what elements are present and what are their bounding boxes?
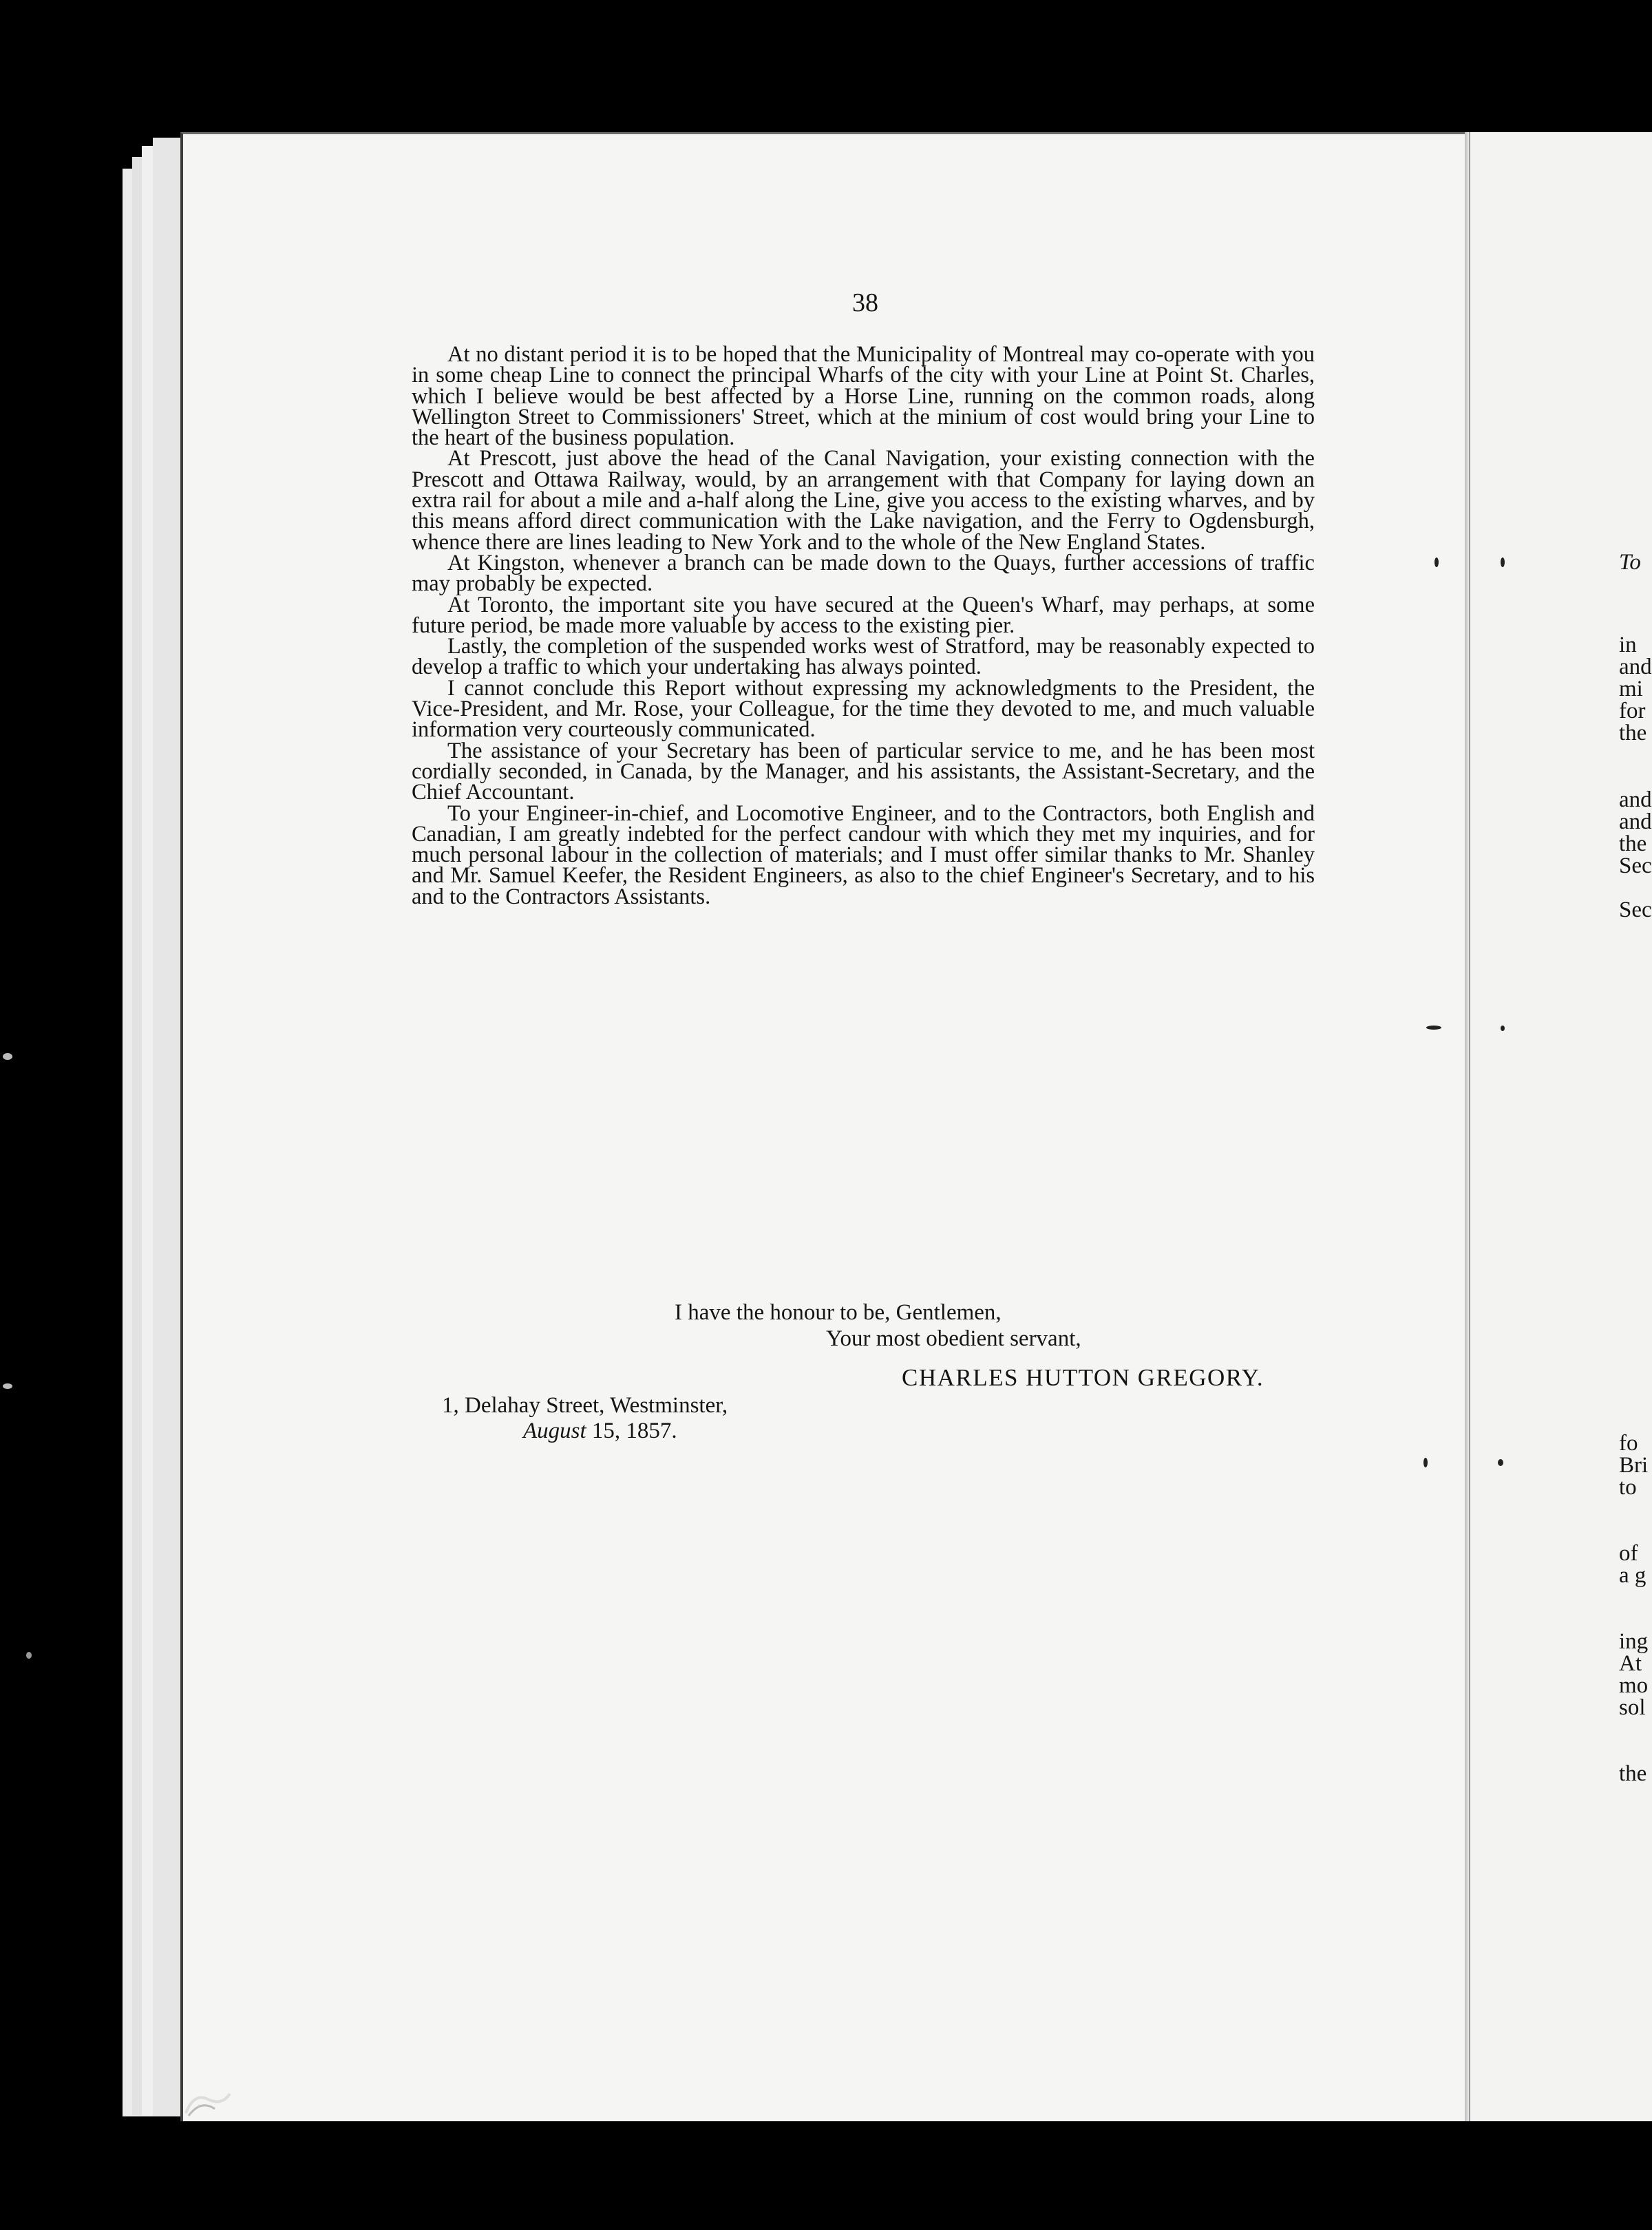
right-page: [1469, 132, 1652, 2121]
signature: CHARLES HUTTON GREGORY.: [902, 1364, 1264, 1391]
paragraph: The assistance of your Secretary has been of particular service to me, and he has been most cordially seconded, in Canada, by the Manager, and his assistants, the Assistant-Secretary, and the Chief Accountant.: [412, 738, 1315, 805]
date-month: August: [523, 1419, 586, 1443]
right-page-fragment: to: [1619, 1475, 1637, 1500]
right-page-fragment: fo: [1619, 1431, 1638, 1456]
right-page-fragment: Sec: [1619, 898, 1652, 922]
page-number: 38: [852, 288, 878, 317]
right-page-fragment: in: [1619, 633, 1637, 657]
scan-mark: [1426, 1026, 1441, 1030]
scan-mark: [1434, 558, 1439, 567]
report-body: [412, 344, 1315, 907]
scan-mark: [1501, 558, 1505, 567]
right-page-fragment: Sec: [1619, 853, 1652, 878]
right-page-fragment: At: [1619, 1651, 1642, 1676]
paragraph: At Kingston, whenever a branch can be made down to the Quays, further accessions of traffic may probably be expected.: [412, 550, 1315, 597]
obedient-line: Your most obedient servant,: [826, 1326, 1081, 1351]
right-page-fragment: Bri: [1619, 1453, 1649, 1478]
paragraph: I cannot conclude this Report without expressing my acknowledgments to the President, the Vice-President, and Mr. Rose, your Colleague, for the time they devoted to me, and much valuable information very courteously communicated.: [412, 675, 1315, 743]
closing-line: I have the honour to be, Gentlemen,: [675, 1300, 1002, 1325]
right-page-fragment: mi: [1619, 677, 1643, 701]
paragraph: At no distant period it is to be hoped that the Municipality of Montreal may co-operate with you in some cheap Line to connect the principal Wharfs of the city with your Line at Point St. Charles, which I believe would be best affected by a Horse Line, running on the common roads, along Wellington Street to Commissioners' Street, which at the minium of cost would bring your Line to the heart of the business population.: [412, 342, 1315, 451]
right-page-fragment: of: [1619, 1541, 1638, 1566]
scan-mark: [3, 1383, 12, 1389]
right-page-fragment: the: [1619, 831, 1647, 856]
right-page-fragment: a g: [1619, 1563, 1646, 1588]
address-line: 1, Delahay Street, Westminster,: [442, 1393, 728, 1418]
right-page-fragment: sol: [1619, 1695, 1646, 1720]
scan-mark: [1498, 1459, 1503, 1466]
right-page-fragment: To: [1619, 550, 1641, 575]
date-rest: 15, 1857.: [591, 1419, 677, 1443]
paragraph: Lastly, the completion of the suspended works west of Stratford, may be reasonably expected to develop a traffic to which your undertaking has always pointed.: [412, 634, 1315, 680]
right-page-fragment: the: [1619, 1761, 1647, 1786]
scan-mark: [1423, 1458, 1428, 1467]
date-line: [523, 1419, 677, 1443]
paper-clip-icon: [180, 2085, 235, 2120]
paragraph: To your Engineer-in-chief, and Locomotive Engineer, and to the Contractors, both English and Canadian, I am greatly indebted for the perfect candour with which they met my inquiries, and for much personal labour in the collection of materials; and I must offer similar thanks to Mr. Shanley and Mr. Samuel Keefer, the Resident Engineers, as also to the chief Engineer's Secretary, and to his and to the Contractors Assistants.: [412, 800, 1315, 909]
right-page-fragment: the: [1619, 721, 1647, 745]
right-page-fragment: and: [1619, 809, 1652, 834]
right-page-fragment: mo: [1619, 1673, 1649, 1698]
right-page-fragment: for: [1619, 699, 1646, 723]
right-page-fragment: and: [1619, 655, 1652, 679]
right-page-fragment: ing: [1619, 1629, 1649, 1654]
paragraph: At Toronto, the important site you have secured at the Queen's Wharf, may perhaps, at some future period, be made more valuable by access to the existing pier.: [412, 592, 1315, 638]
scan-mark: [3, 1053, 12, 1060]
right-page-fragment: and: [1619, 787, 1652, 812]
scan-mark: [1501, 1026, 1505, 1031]
scan-mark: [26, 1652, 32, 1659]
paragraph: At Prescott, just above the head of the Canal Navigation, your existing connection with the Prescott and Ottawa Railway, would, by an arrangement with that Company for laying down an extra rail for about a mile and a-half along the Line, give you access to the existing wharves, and by this means afford direct communication with the Lake navigation, and the Ferry to Ogdensburgh, whence there are lines leading to New York and to the whole of the New England States.: [412, 446, 1315, 555]
